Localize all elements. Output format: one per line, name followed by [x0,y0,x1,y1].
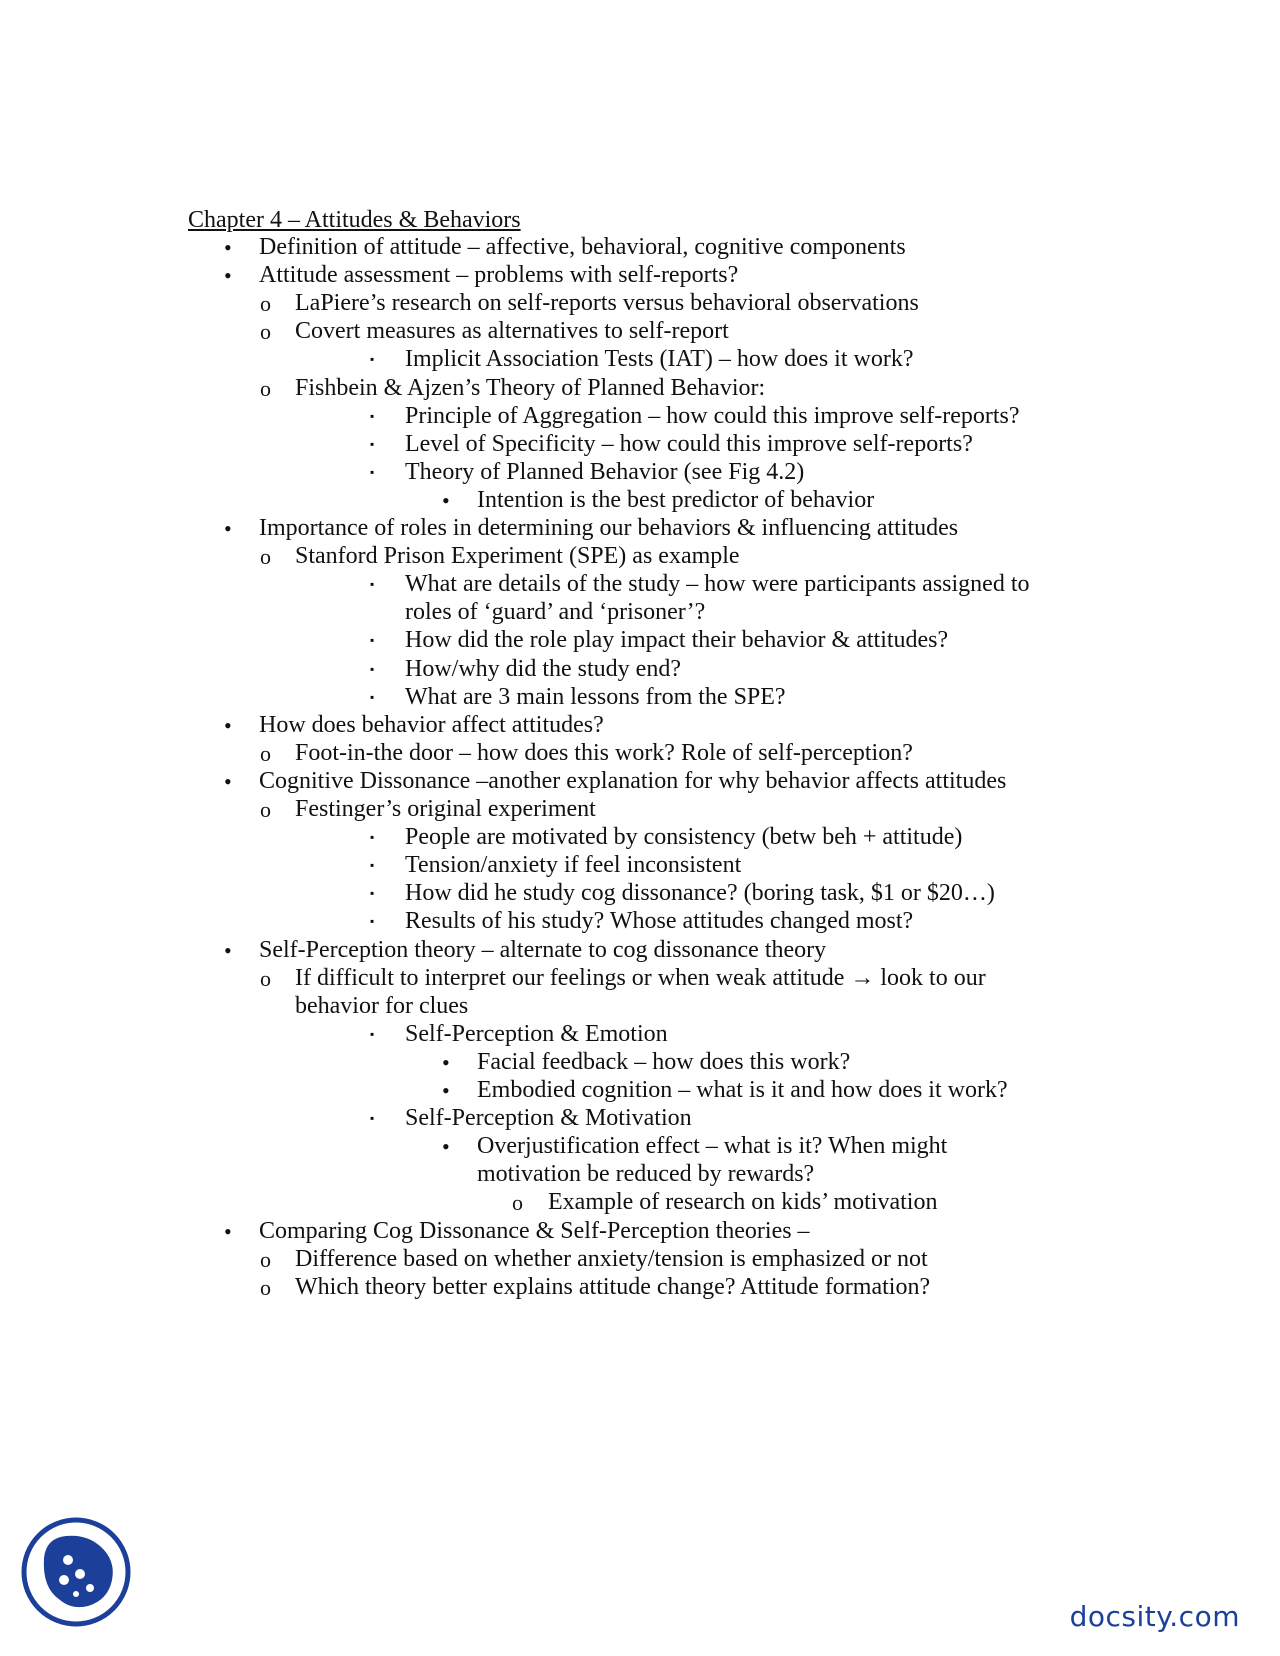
docsity-brand-text[interactable]: docsity.com [1069,1600,1240,1633]
list-item-text: Self-Perception theory – alternate to cog dissonance theory [259,936,827,963]
list-item-text: People are motivated by consistency (betw beh + attitude) [405,824,963,851]
list-bullet-marker: ▪ [370,689,375,704]
list-item-text: Facial feedback – how does this work? [477,1048,851,1075]
list-item-text: Difference based on whether anxiety/tension is emphasized or not [295,1245,928,1272]
list-bullet-marker: ▪ [370,464,375,479]
list-item-text: Theory of Planned Behavior (see Fig 4.2) [405,458,805,485]
list-bullet-marker: ▪ [370,1026,375,1041]
list-bullet-marker: • [224,1218,232,1244]
list-item-text: Attitude assessment – problems with self-reports? [259,262,739,289]
list-bullet-marker: ▪ [370,661,375,676]
page-title: Chapter 4 – Attitudes & Behaviors [188,207,521,233]
list-item-text: behavior for clues [295,992,469,1019]
list-bullet-marker: • [224,516,232,541]
list-bullet-marker: ▪ [370,436,375,451]
docsity-logo-icon [20,1516,132,1628]
list-item-text: Importance of roles in determining our behaviors & influencing attitudes [259,515,959,541]
list-bullet-marker: ▪ [370,1111,375,1126]
list-bullet-marker: ▪ [370,633,375,648]
list-bullet-marker: • [442,487,450,513]
list-item-text: Results of his study? Whose attitudes changed most? [405,908,914,935]
list-bullet-marker: o [260,1274,271,1300]
list-item-text: How did he study cog dissonance? (boring task, $1 or $20…) [405,880,995,907]
list-item-text: Foot-in-the door – how does this work? Role of self-perception? [295,739,913,766]
list-bullet-marker: • [224,235,232,260]
list-item-text: How/why did the study end? [405,655,681,682]
list-bullet-marker: ▪ [370,408,375,423]
list-item-text: Overjustification effect – what is it? When might [477,1133,948,1160]
list-item-text: Implicit Association Tests (IAT) – how does it work? [405,346,914,373]
list-item-text: Self-Perception & Motivation [405,1105,692,1132]
list-item-text: Comparing Cog Dissonance & Self-Perception theories – [259,1217,810,1244]
list-item-text: Stanford Prison Experiment (SPE) as example [295,543,740,570]
list-item-text: How does behavior affect attitudes? [259,711,604,738]
list-item-text: What are 3 main lessons from the SPE? [405,683,786,710]
list-bullet-marker: o [260,544,271,570]
list-bullet-marker: ▪ [370,858,375,873]
list-bullet-marker: ▪ [370,886,375,901]
list-bullet-marker: o [260,319,271,345]
list-item-text: motivation be reduced by rewards? [477,1161,815,1188]
list-item-text: Covert measures as alternatives to self-report [295,318,729,345]
list-item-text: roles of ‘guard’ and ‘prisoner’? [405,599,706,626]
list-item-text: Example of research on kids’ motivation [548,1189,938,1216]
list-bullet-marker: o [260,740,271,766]
list-bullet-marker: o [260,291,271,317]
list-bullet-marker: o [260,1246,271,1272]
list-bullet-marker: o [260,797,271,822]
list-bullet-marker: • [224,263,232,289]
list-item-text: What are details of the study – how were participants assigned to [405,571,1030,598]
list-bullet-marker: o [260,375,271,401]
list-bullet-marker: ▪ [370,830,375,845]
list-item-text: If difficult to interpret our feelings or when weak attitude → look to our [295,964,986,991]
list-item-text: Tension/anxiety if feel inconsistent [405,852,742,879]
list-item-text: Principle of Aggregation – how could this improve self-reports? [405,402,1020,429]
list-bullet-marker: • [224,712,232,738]
list-bullet-marker: o [260,965,271,991]
list-bullet-marker: • [224,937,232,963]
list-item-text: How did the role play impact their behavior & attitudes? [405,627,949,654]
list-bullet-marker: ▪ [370,352,375,367]
list-bullet-marker: • [442,1078,450,1103]
list-bullet-marker: • [224,768,232,794]
list-item-text: Intention is the best predictor of behavior [477,486,875,513]
list-bullet-marker: • [442,1134,450,1160]
list-item-text: LaPiere’s research on self-reports versus behavioral observations [295,290,919,317]
list-item-text: Festinger’s original experiment [295,796,596,822]
list-bullet-marker: o [512,1190,523,1216]
list-bullet-marker: ▪ [370,914,375,929]
list-bullet-marker: • [442,1049,450,1075]
list-item-text: Fishbein & Ajzen’s Theory of Planned Behavior: [295,374,766,401]
list-item-text: Embodied cognition – what is it and how does it work? [477,1077,1008,1103]
list-item-text: Self-Perception & Emotion [405,1020,668,1047]
list-item-text: Level of Specificity – how could this improve self-reports? [405,430,973,457]
list-item-text: Definition of attitude – affective, behavioral, cognitive components [259,234,906,260]
list-bullet-marker: ▪ [370,577,375,592]
list-item-text: Which theory better explains attitude change? Attitude formation? [295,1273,931,1300]
list-item-text: Cognitive Dissonance –another explanation for why behavior affects attitudes [259,767,1007,794]
